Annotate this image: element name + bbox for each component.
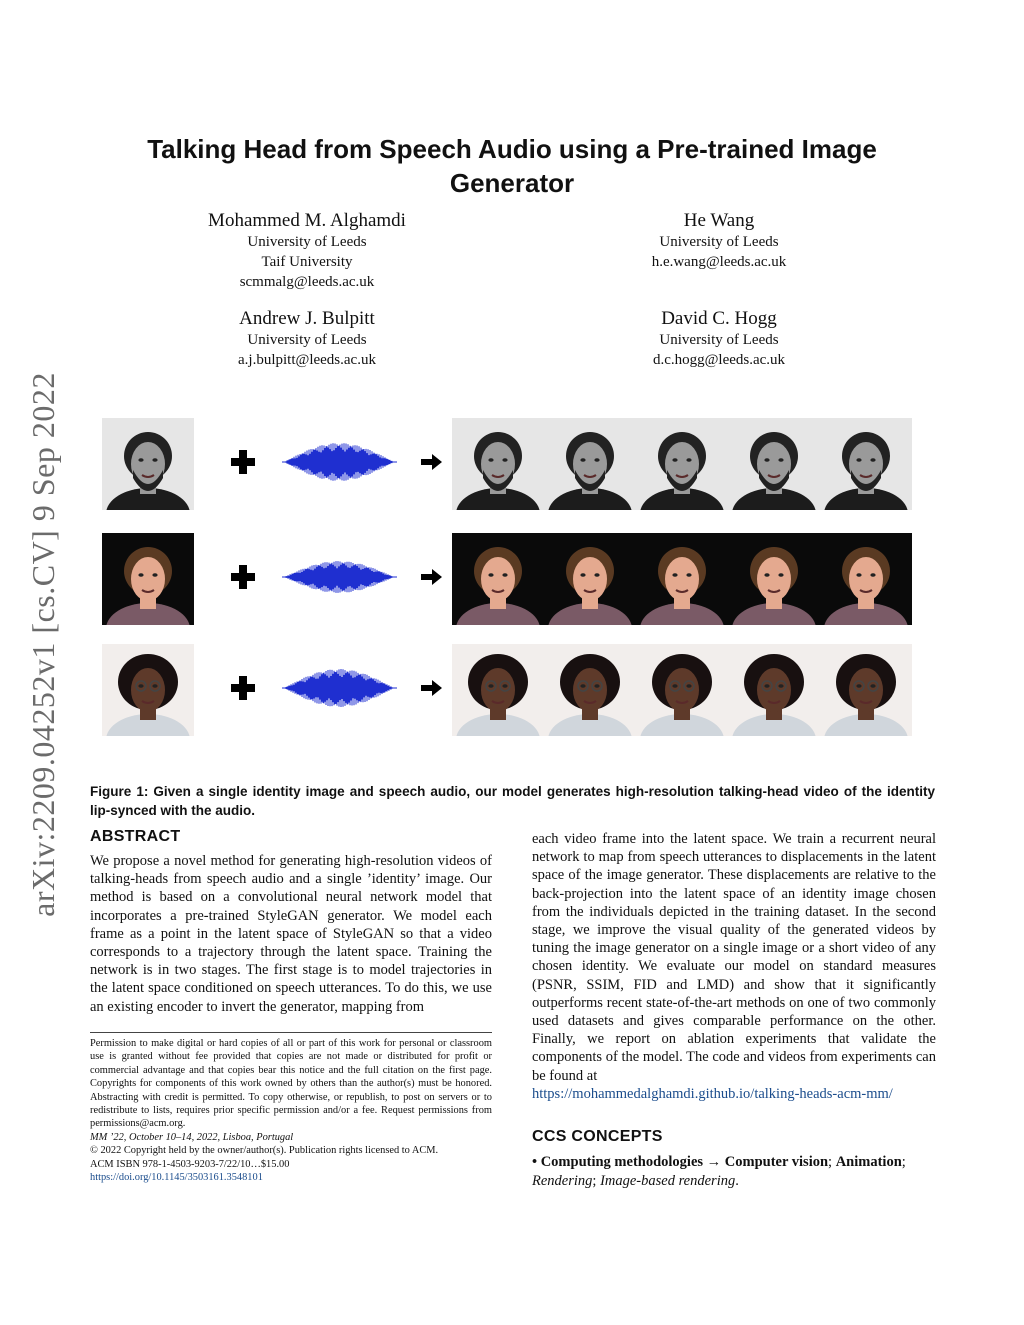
- generated-frame: [452, 418, 544, 510]
- author-email: a.j.bulpitt@leeds.ac.uk: [238, 352, 376, 368]
- author-name: David C. Hogg: [661, 308, 777, 329]
- author-affiliation: University of Leeds: [247, 332, 367, 348]
- author-affiliation: University of Leeds: [659, 332, 779, 348]
- generated-frame: [544, 533, 636, 625]
- ccs-separator: ;: [592, 1173, 601, 1189]
- permission-notice: [90, 1037, 492, 1184]
- figure-caption: Figure 1: Given a single identity image and speech audio, our model generates high-resolution talking-head video of the identity lip-synced with the audio.: [90, 784, 935, 818]
- abstract-right-column: [532, 830, 936, 1103]
- figure-row-woman: [100, 644, 930, 740]
- generated-frame: [820, 644, 912, 736]
- generated-frame: [636, 644, 728, 736]
- arxiv-stamp: [8, 360, 78, 928]
- generated-frame: [544, 418, 636, 510]
- footnote-divider: [90, 1032, 492, 1033]
- generated-frame: [820, 533, 912, 625]
- generated-frame: [636, 533, 728, 625]
- arxiv-id: arXiv:2209.04252v1 [cs.CV] 9 Sep 2022: [24, 371, 61, 917]
- author-affiliation: University of Leeds: [247, 234, 367, 250]
- isbn-line: ACM ISBN 978-1-4503-9203-7/22/10…$15.00: [90, 1158, 290, 1170]
- ccs-category: • Computing methodologies → Computer vision: [532, 1154, 829, 1170]
- author-affiliation: University of Leeds: [659, 234, 779, 250]
- doi-link[interactable]: https://doi.org/10.1145/3503161.3548101: [90, 1172, 263, 1184]
- abstract-left-column: [90, 828, 492, 1016]
- generated-frame: [820, 418, 912, 510]
- author-name: He Wang: [683, 210, 755, 231]
- author-affiliation: Taif University: [261, 254, 353, 270]
- plus-icon: [231, 450, 255, 474]
- figure-row-man: [100, 533, 930, 629]
- ccs-separator: ;: [828, 1154, 836, 1170]
- abstract-heading: ABSTRACT: [90, 828, 181, 845]
- generated-frame: [452, 533, 544, 625]
- generated-frame: [636, 418, 728, 510]
- author-block-1: [157, 210, 457, 292]
- ccs-animation: Animation: [835, 1154, 902, 1170]
- ccs-concepts: [532, 1153, 936, 1191]
- speech-waveform: [282, 555, 397, 599]
- arrow-right-icon: [421, 453, 443, 471]
- ccs-separator: ;: [901, 1154, 906, 1170]
- permission-text: Permission to make digital or hard copies of all or part of this work for personal or classroom use is granted without fee provided that copies are not made or distributed for profit or commercial advantage and that copies bear this notice and the full citation on the first page. Copyrights for components of this work owned by others than the author(s) must be honored. Abstracting with credit is permitted. To copy otherwise, or republish, to post on servers or to redistribute to lists, requires prior specific permission and/or a fee. Request permissions from permissions@acm.org.: [90, 1038, 492, 1130]
- paper-title: Talking Head from Speech Audio using a Pre-trained Image Generator: [147, 134, 877, 198]
- identity-image-woman: [102, 644, 194, 736]
- author-email: d.c.hogg@leeds.ac.uk: [652, 352, 786, 368]
- identity-image-man: [102, 533, 194, 625]
- author-name: Mohammed M. Alghamdi: [208, 210, 406, 231]
- project-url-link[interactable]: https://mohammedalghamdi.github.io/talking-heads-acm-mm/: [532, 1085, 893, 1102]
- generated-frame: [728, 644, 820, 736]
- author-block-2: [569, 210, 869, 272]
- abstract-text-right: each video frame into the latent space. We train a recurrent neural network to map from speech utterances to displacements in the latent space of the image generator. These displacements are relative to the back-projection into the latent space of an identity image chosen from the individuals depicted in the training dataset. In the second stage, we improve the visual quality of the generated videos by tuning the image generator on a single image or a short video of any chosen identity. We evaluate our model on standard measures (PSNR, SSIM, FID and LMD) and show that it significantly outperforms recent state-of-the-art methods on one of two commonly used datasets and gives comparable performance on the other. Finally, we report on ablation experiments that validate the components of the model. The code and videos from experiments can be found at: [532, 831, 936, 1084]
- figure-row-lincoln: [100, 418, 930, 514]
- copyright-line: © 2022 Copyright held by the owner/author(s). Publication rights licensed to ACM.: [90, 1145, 439, 1157]
- generated-frame: [728, 533, 820, 625]
- author-email: scmmalg@leeds.ac.uk: [239, 274, 375, 290]
- ccs-heading: CCS CONCEPTS: [532, 1128, 663, 1145]
- author-block-4: [569, 308, 869, 370]
- ccs-end: .: [735, 1173, 739, 1189]
- venue-line: MM ’22, October 10–14, 2022, Lisboa, Portugal: [90, 1131, 294, 1143]
- ccs-rendering: Rendering: [532, 1173, 593, 1189]
- plus-icon: [231, 565, 255, 589]
- abstract-text-left: We propose a novel method for generating high-resolution videos of talking-heads from speech audio and a single ’identity’ image. Our method is based on a convolutional neural network model that incorporates a pre-trained StyleGAN generator. We model each frame as a point in the latent space of StyleGAN so that a video corresponds to a trajectory through the latent space. Training the network is in two stages. The first stage is to model trajectories in the latent space conditioned on speech utterances. To do this, we use an existing encoder to invert the generator, mapping from: [90, 853, 492, 1015]
- speech-waveform: [282, 666, 397, 710]
- author-name: Andrew J. Bulpitt: [239, 308, 375, 329]
- plus-icon: [231, 676, 255, 700]
- arrow-right-icon: [421, 679, 443, 697]
- author-block-3: [157, 308, 457, 370]
- author-email: h.e.wang@leeds.ac.uk: [651, 254, 787, 270]
- generated-frame: [452, 644, 544, 736]
- arrow-right-icon: [421, 568, 443, 586]
- generated-frame: [544, 644, 636, 736]
- generated-frame: [728, 418, 820, 510]
- identity-image-lincoln: [102, 418, 194, 510]
- ccs-image-based-rendering: Image-based rendering: [600, 1173, 736, 1189]
- speech-waveform: [282, 440, 397, 484]
